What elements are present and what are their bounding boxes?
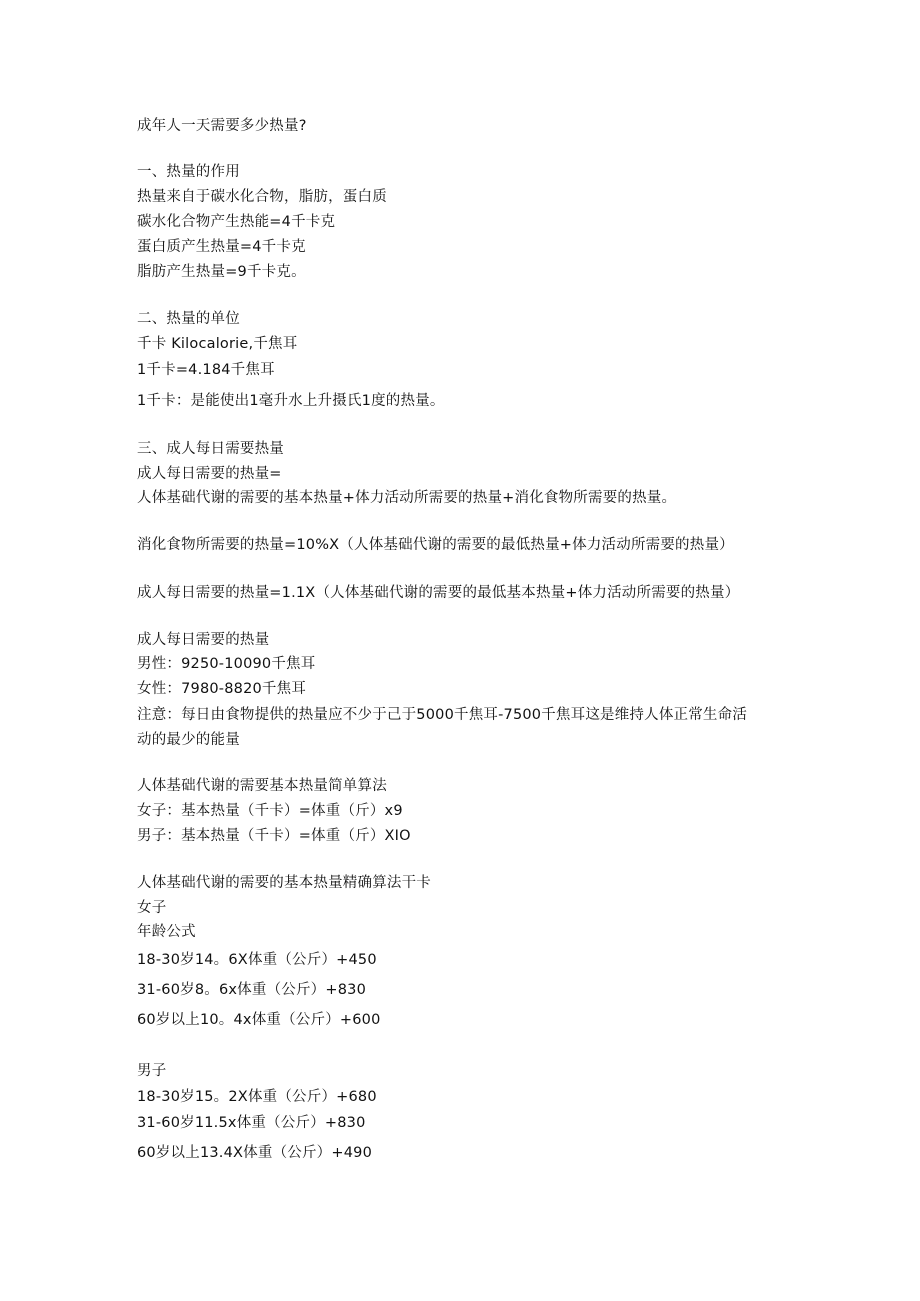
section-5-line: 女子：基本热量（千卡）=体重（斤）x9 xyxy=(137,803,403,819)
section-6-line: 31-60岁8。6x体重（公斤）+830 xyxy=(137,982,366,998)
section-2-line: 1千卡=4.184千焦耳 xyxy=(137,362,275,378)
section-6-line: 人体基础代谢的需要的基本热量精确算法干卡 xyxy=(137,875,431,891)
section-4-line: 女性：7980-8820千焦耳 xyxy=(137,681,307,697)
section-6-line: 年龄公式 xyxy=(137,924,196,940)
section-1-line: 脂肪产生热量=9千卡克。 xyxy=(137,264,306,280)
section-7-line: 60岁以上13.4X体重（公斤）+490 xyxy=(137,1145,372,1161)
digestion-formula: 消化食物所需要的热量=10%X（人体基础代谢的需要的最低热量+体力活动所需要的热量） xyxy=(137,537,734,553)
section-1-line: 蛋白质产生热量=4千卡克 xyxy=(137,239,306,255)
section-3-heading: 三、成人每日需要热量 xyxy=(137,441,284,457)
section-6-line: 60岁以上10。4x体重（公斤）+600 xyxy=(137,1012,381,1028)
section-6-line: 18-30岁14。6X体重（公斤）+450 xyxy=(137,952,377,968)
section-3-line: 成人每日需要的热量= xyxy=(137,466,282,482)
section-3-line: 人体基础代谢的需要的基本热量+体力活动所需要的热量+消化食物所需要的热量。 xyxy=(137,490,677,506)
section-7-line: 18-30岁15。2X体重（公斤）+680 xyxy=(137,1089,377,1105)
section-7-line: 31-60岁11.5x体重（公斤）+830 xyxy=(137,1115,366,1131)
section-7-line: 男子 xyxy=(137,1063,167,1079)
section-2-line: 1千卡：是能使出1毫升水上升摄氏1度的热量。 xyxy=(137,393,445,409)
section-5-line: 男子：基本热量（千卡）=体重（斤）XIO xyxy=(137,828,411,844)
section-2-line: 千卡 Kilocalorie,千焦耳 xyxy=(137,336,298,352)
section-5-line: 人体基础代谢的需要基本热量简单算法 xyxy=(137,778,387,794)
section-4-line: 成人每日需要的热量 xyxy=(137,632,270,648)
document-title: 成年人一天需要多少热量? xyxy=(137,118,307,134)
section-1-heading: 一、热量的作用 xyxy=(137,164,240,180)
section-6-line: 女子 xyxy=(137,900,167,916)
section-1-line: 碳水化合物产生热能=4千卡克 xyxy=(137,214,336,230)
section-4-line: 注意：每日由食物提供的热量应不少于己于5000千焦耳-7500千焦耳这是维持人体正常生命活 xyxy=(137,707,748,723)
daily-formula: 成人每日需要的热量=1.1X（人体基础代谢的需要的最低基本热量+体力活动所需要的热量） xyxy=(137,585,740,601)
section-4-line: 动的最少的能量 xyxy=(137,732,240,748)
section-1-line: 热量来自于碳水化合物，脂肪，蛋白质 xyxy=(137,189,387,205)
section-4-line: 男性：9250-10090千焦耳 xyxy=(137,656,316,672)
section-2-heading: 二、热量的单位 xyxy=(137,311,240,327)
